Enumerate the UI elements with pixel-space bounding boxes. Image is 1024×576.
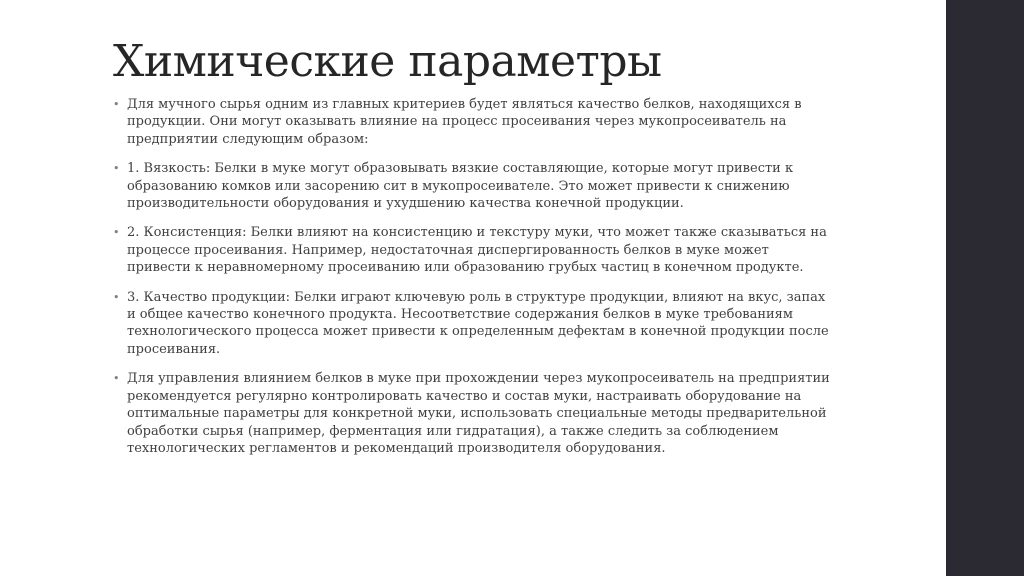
bullet-dot-icon: •: [113, 372, 120, 386]
bullet-text: 2. Консистенция: Белки влияют на консистенцию и текстуру муки, что может также сказываться на процессе просеивания. Например, недостаточная диспергированность белков в муке может привести к неравномерному просеиванию или образованию грубых частиц в конечном продукте.: [127, 225, 827, 276]
bullet-dot-icon: •: [113, 290, 120, 304]
bullet-text: Для управления влиянием белков в муке при прохождении через мукопросеиватель на предприятии рекомендуется регулярно контролировать качество и состав муки, настраивать оборудование на оптимальные параметры для конкретной муки, использовать специальные методы предварительной обработки сырья (например, ферментация или гидратация), а также следить за соблюдением технологических регламентов и рекомендаций производителя оборудования.: [127, 371, 830, 456]
bullet-item: [113, 160, 833, 212]
bullet-item: [113, 224, 833, 276]
bullet-dot-icon: •: [113, 162, 120, 176]
bullet-text: Для мучного сырья одним из главных критериев будет являться качество белков, находящихся в продукции. Они могут оказывать влияние на процесс просеивания через мукопросеиватель на предприятии следующим образом:: [127, 97, 802, 147]
decorative-side-bar: [946, 0, 1024, 576]
bullet-dot-icon: •: [113, 226, 120, 240]
bullet-list: [113, 96, 833, 469]
bullet-item: [113, 96, 833, 148]
bullet-item: [113, 370, 833, 457]
bullet-dot-icon: •: [113, 98, 120, 111]
bullet-item: [113, 289, 833, 359]
bullet-text: 3. Качество продукции: Белки играют ключевую роль в структуре продукции, влияют на вкус, запах и общее качество конечного продукта. Несоответствие содержания белков в муке требованиям технологического процесса может привести к определенным дефектам в конечной продукции после просеивания.: [127, 289, 829, 357]
bullet-text: 1. Вязкость: Белки в муке могут образовывать вязкие составляющие, которые могут привести к образованию комков или засорению сит в мукопросеивателе. Это может привести к снижению производительности оборудования и ухудшению качества конечной продукции.: [127, 161, 794, 212]
slide-title: Химические параметры: [113, 36, 662, 87]
